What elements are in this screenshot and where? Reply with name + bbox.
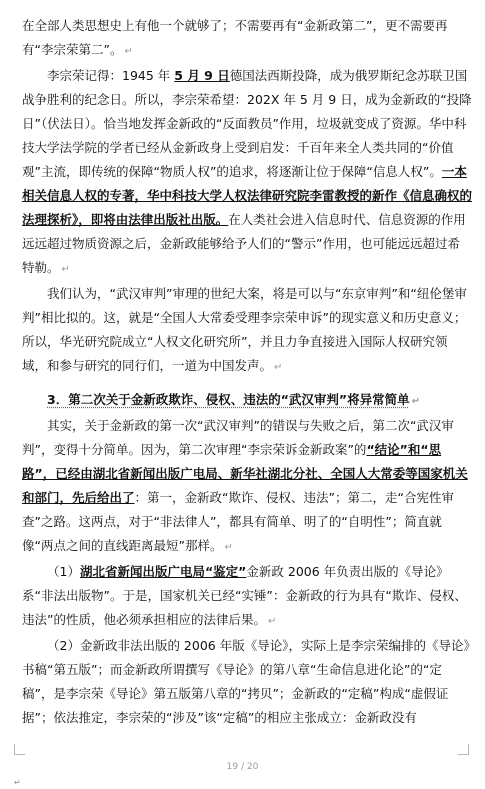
paragraph: 我们认为，“武汉审判”审理的世纪大案，将是可以与“东京审判”和“纽伦堡审判”相比拟的。这，就是“全国人大常委受理李宗荣申诉”的现实意义和历史意义；所以，华光研究院成立“人权文化研究所”，并且力争直接进入国际人权研究领域，和参与研究的同行们，一道为中国发声。 ↵ xyxy=(22,286,467,373)
paragraph: （1）湖北省新闻出版广电局“鉴定”金新政 2006 年负责出版的《导论》系“非法出版物”。于是，国家机关已经“实锤”：金新政的行为具有“欺诈、侵权、违法”的性质，他必须承担相应的法律后果。 ↵ xyxy=(22,564,467,627)
paragraph: 李宗荣记得：1945 年 5 月 9 日德国法西斯投降，成为俄罗斯纪念苏联卫国战争胜利的纪念日。所以，李宗荣希望：202X 年 5 月 9 日，成为金新政的“投降日”（伏法日）。恰当地发挥金新政的“反面教员”作用，垃圾就变成了资源。华中科技大学法学院的学者已经从金新政身上受到启发：千百年来全人类共同的“价值观”主流，即传统的保障“物质人权”的追求，将逐渐让位于保障“信息人权”。一本相关信息人权的专著，华中科技大学人权法律研究院李雷教授的新作《信息确权的法理探析》，即将由法律出版社出版。在人类社会进入信息时代、信息资源的作用远远超过物质资源之后，金新政能够给予人们的“警示”作用，也可能远远超过希特勒。 ↵ xyxy=(22,68,473,275)
margin-corner-mark xyxy=(458,744,469,755)
paragraph-mark: ↵ xyxy=(411,396,421,407)
book-announcement: 一本相关信息人权的专著，华中科技大学人权法律研究院李雷教授的新作《信息确权的法理探析》，即将由法律出版社出版。 xyxy=(22,164,473,227)
margin-corner-mark xyxy=(14,744,25,755)
section-heading: 3．第二次关于金新政欺诈、侵权、违法的“武汉审判”将异常简单 ↵ xyxy=(47,392,421,407)
document-body xyxy=(22,14,472,730)
paragraph-mark: ↵ xyxy=(274,362,283,373)
paragraph: （2）金新政非法出版的 2006 年版《导论》，实际上是李宗荣编排的《导论》书稿“第五版”；而金新政所谓撰写《导论》的第八章“生命信息进化论”的“定稿”，是李宗荣《导论》第五版第八章的“拷贝”；金新政的“定稿”构成“虚假证据”；依法推定，李宗荣的“涉及”该“定稿”的相应主张成立：金新政没有 xyxy=(22,638,470,725)
page-number: 19 / 20 xyxy=(226,762,259,772)
footer-paragraph-mark: ↵ xyxy=(14,778,21,787)
paragraph: 在全部人类思想史上有他一个就够了；不需要再有“金新政第二”，更不需要再有“李宗荣第二”。 ↵ xyxy=(22,18,448,57)
paragraph-mark: ↵ xyxy=(124,46,133,57)
paragraph-mark: ↵ xyxy=(267,616,277,627)
paragraph-mark: ↵ xyxy=(224,542,233,553)
paragraph-mark: ↵ xyxy=(61,264,70,275)
conclusion-emphasis: “结论”和“思路”，已经由湖北省新闻出版广电局、新华社湖北分社、全国人大常委等国家机关和部门，先后给出了 xyxy=(22,442,468,505)
bureau-emphasis: 湖北省新闻出版广电局“鉴定” xyxy=(79,564,247,579)
date-emphasis: 5 月 9 日 xyxy=(174,68,230,83)
paragraph: 其实，关于金新政的第一次“武汉审判”的错误与失败之后，第二次“武汉审判”，变得十分简单。因为，第二次审理“李宗荣诉金新政案”的“结论”和“思路”，已经由湖北省新闻出版广电局、新华社湖北分社、全国人大常委等国家机关和部门，先后给出了：第一，金新政“欺诈、侵权、违法”；第二，走“合宪性审查”之路。这两点，对于“非法律人”，都具有简单、明了的“自明性”；简直就像“两点之间的直线距离最短”那样。 ↵ xyxy=(22,418,468,553)
